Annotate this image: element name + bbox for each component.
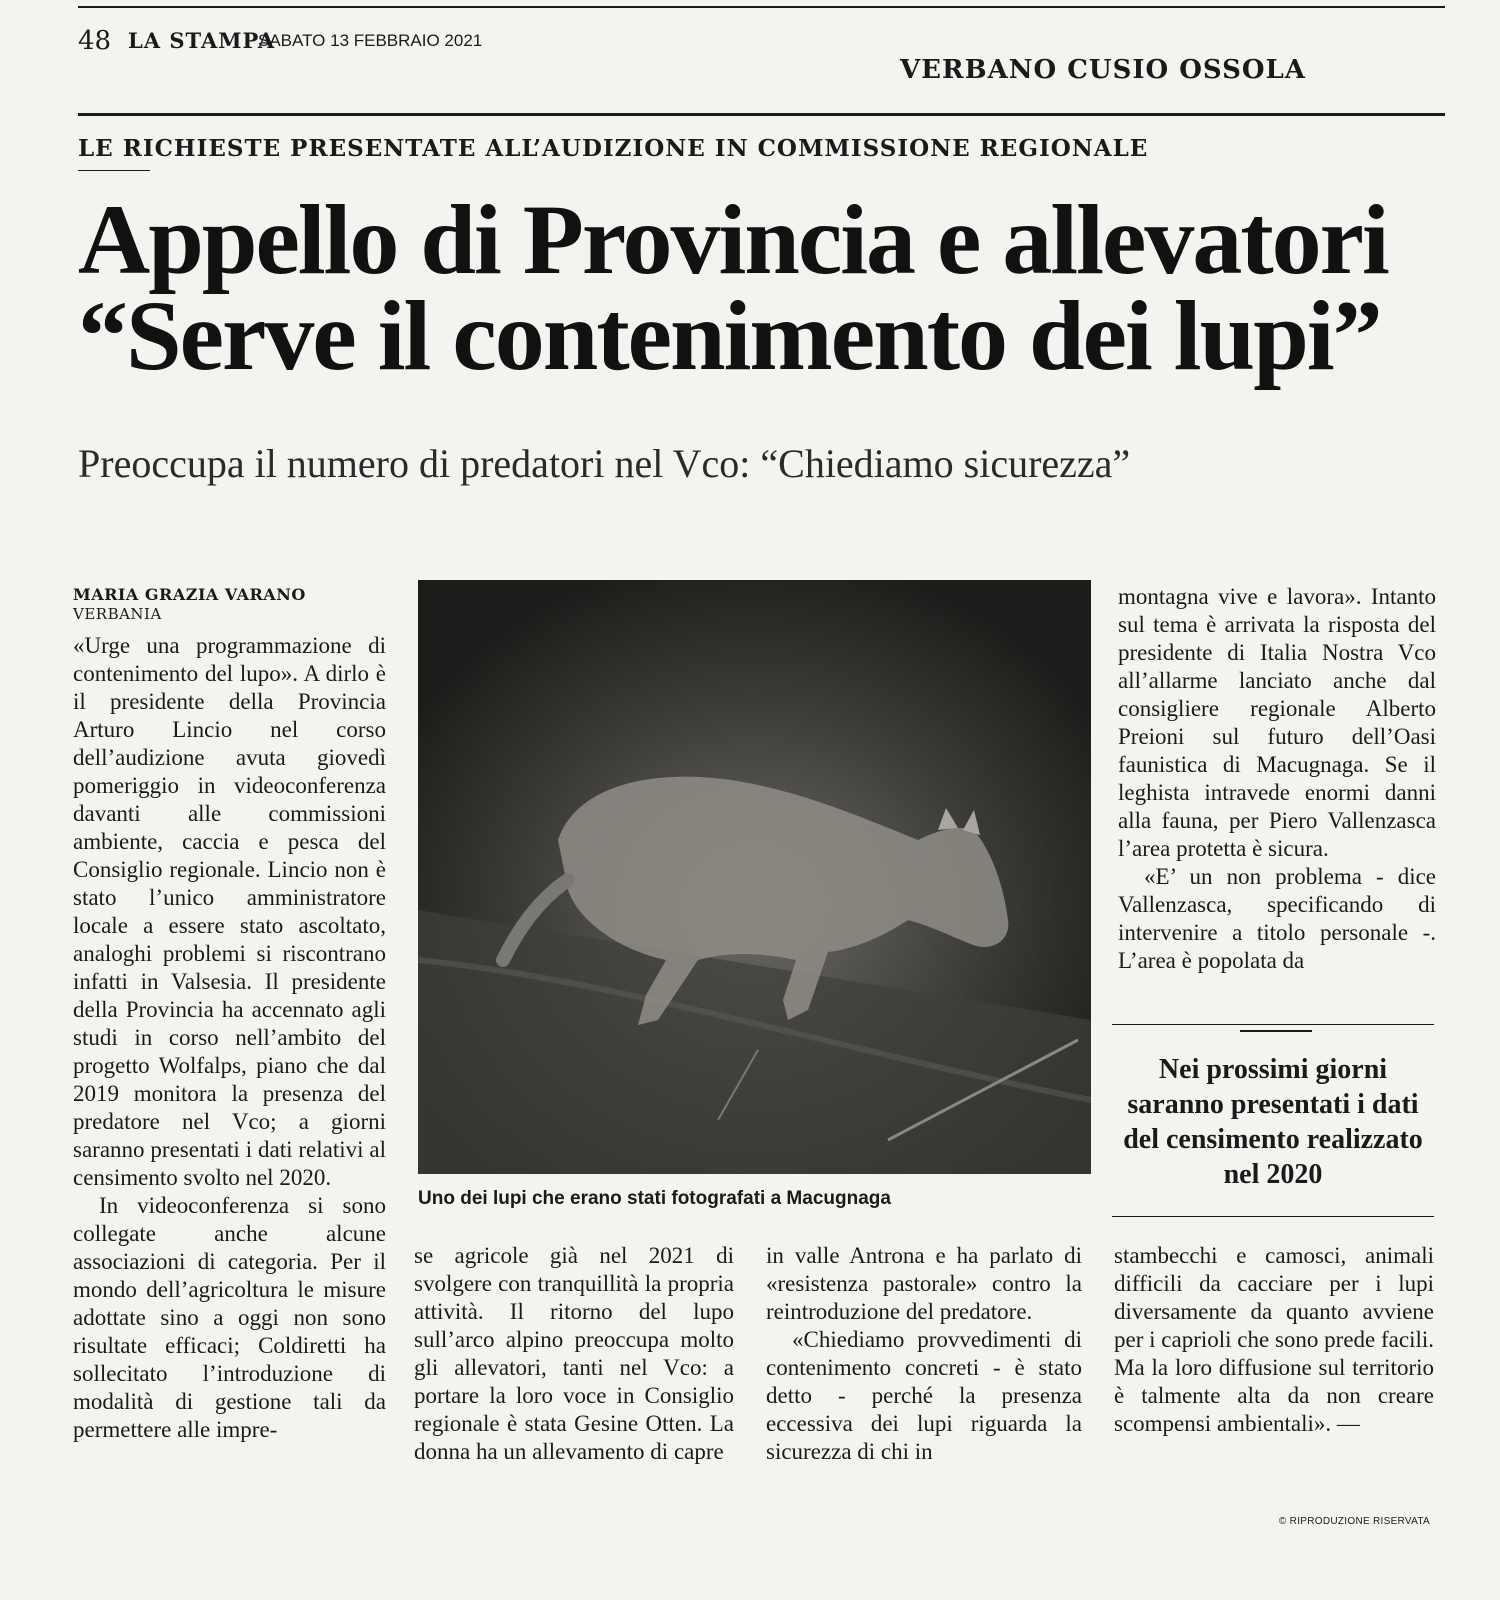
article-subhead: Preoccupa il numero di predatori nel Vco: “Chiediamo sicurezza” bbox=[78, 441, 1131, 486]
article-column-3 bbox=[766, 1242, 1082, 1466]
pullquote-bottom-rule bbox=[1112, 1216, 1434, 1217]
wolf-photo bbox=[418, 580, 1091, 1174]
column-4-paragraph-3: stambecchi e camosci, animali difficili da cacciare per i lupi diversamente da quanto avviene per i caprioli che sono prede facili. Ma la loro diffusione sul territorio è talmente alta da non creare scompensi ambientali». — bbox=[1114, 1243, 1434, 1436]
column-1-paragraph-1: «Urge una programmazione di contenimento del lupo». A dirlo è il presidente della Provincia Arturo Lincio nel corso dell’audizione avuta giovedì pomeriggio in videoconferenza davanti alle commissioni ambiente, caccia e pesca del Consiglio regionale. Lincio non è stato l’unico amministratore locale a essere stato ascoltato, analoghi problemi si riscontrano infatti in Valsesia. Il presidente della Provincia ha accennato agli studi in corso nell’ambito del progetto Wolfalps, piano che dal 2019 monitora la presenza del predatore nel Vco; a giorni saranno presentati i dati relativi al censimento svolto nel 2020. bbox=[73, 633, 386, 1190]
article-column-4-top bbox=[1118, 583, 1436, 975]
article-kicker: LE RICHIESTE PRESENTATE ALL’AUDIZIONE IN COMMISSIONE REGIONALE bbox=[78, 135, 1149, 162]
pullquote-top-rule bbox=[1112, 1024, 1434, 1025]
column-4-paragraph-1: montagna vive e lavora». Intanto sul tema è arrivata la risposta del presidente di Italia Nostra Vco all’allarme lanciato anche dal consigliere regionale Alberto Preioni sul futuro dell’Oasi faunistica di Macugnaga. Se il leghista intravede enormi danni alla fauna, per Piero Vallenzasca l’area protetta è sicura. bbox=[1118, 584, 1436, 861]
issue-date: SABATO 13 FEBBRAIO 2021 bbox=[258, 31, 483, 50]
article-column-1 bbox=[73, 632, 386, 1444]
article-column-4-bottom bbox=[1114, 1242, 1434, 1438]
page-number: 48 bbox=[78, 26, 112, 56]
column-3-paragraph-2: «Chiediamo provvedimenti di contenimento concreti - è stato detto - perché la presenza eccessiva dei lupi riguarda la sicurezza di chi in bbox=[766, 1327, 1082, 1464]
column-4-paragraph-2: «E’ un non problema - dice Vallenzasca, specificando di intervenire a titolo personale -. L’area è popolata da bbox=[1118, 864, 1436, 973]
section-rule bbox=[78, 113, 1445, 116]
pullquote-accent-rule bbox=[1240, 1030, 1312, 1032]
article-headline bbox=[78, 184, 1478, 391]
author-byline: MARIA GRAZIA VARANO bbox=[73, 585, 306, 604]
column-2-paragraph-1: se agricole già nel 2021 di svolgere con tranquillità la propria attività. Il ritorno del lupo sull’arco alpino preoccupa molto gli allevatori, tanti nel Vco: a portare la loro voce in Consiglio regionale è stata Gesine Otten. La donna ha un allevamento di capre bbox=[414, 1243, 734, 1464]
kicker-rule bbox=[78, 170, 150, 171]
section-title: VERBANO CUSIO OSSOLA bbox=[900, 55, 1306, 85]
author-location: VERBANIA bbox=[73, 605, 162, 623]
column-3-paragraph-1: in valle Antrona e ha parlato di «resistenza pastorale» contro la reintroduzione del predatore. bbox=[766, 1243, 1082, 1324]
article-column-2 bbox=[414, 1242, 734, 1466]
masthead: LA STAMPA bbox=[128, 28, 276, 53]
copyright-credit: © RIPRODUZIONE RISERVATA bbox=[1278, 1516, 1430, 1527]
wolf-photo-image bbox=[418, 580, 1091, 1174]
headline-line-2: “Serve il contenimento dei lupi” bbox=[78, 280, 1381, 391]
top-rule bbox=[78, 6, 1445, 8]
pull-quote: Nei prossimi giorni saranno presentati i dati del censimento realizzato nel 2020 bbox=[1123, 1054, 1423, 1190]
headline-line-1: Appello di Provincia e allevatori bbox=[78, 184, 1388, 295]
photo-caption: Uno dei lupi che erano stati fotografati a Macugnaga bbox=[418, 1188, 891, 1209]
column-1-paragraph-2: In videoconferenza si sono collegate anche alcune associazioni di categoria. Per il mondo dell’agricoltura le misure adottate sino a oggi non sono risultate efficaci; Coldiretti ha sollecitato l’introduzione di modalità di gestione tali da permettere alle impre- bbox=[73, 1193, 386, 1442]
